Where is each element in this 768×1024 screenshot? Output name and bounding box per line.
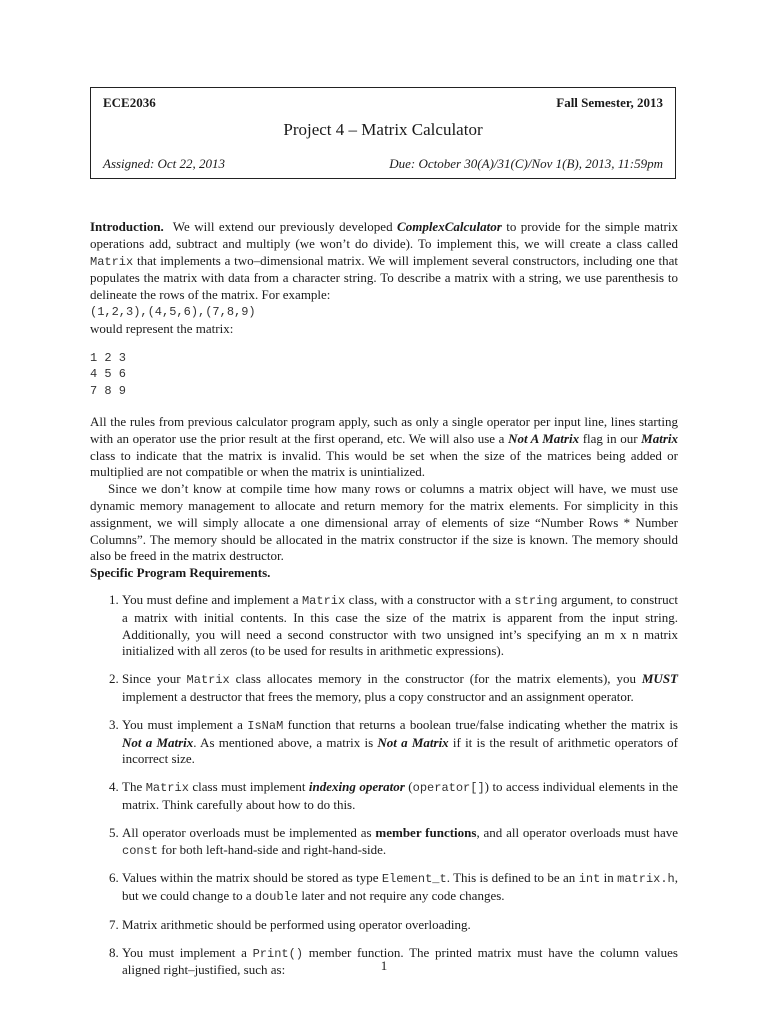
- list-item: 4. The Matrix class must implement indexing operator (operator[]) to access individual elements in the matrix. Think carefully about how to do this.: [122, 779, 678, 814]
- matrix-term: Matrix: [641, 430, 678, 446]
- assigned-date: Assigned: Oct 22, 2013: [103, 156, 226, 171]
- list-item: 6. Values within the matrix should be stored as type Element_t. This is defined to be an int in matrix.h, but we could change to a double later and not require any code changes.: [122, 870, 678, 906]
- intro-heading: Introduction.: [90, 219, 164, 234]
- header-dates-row: [103, 156, 663, 173]
- list-item: 3. You must implement a IsNaM function that returns a boolean true/false indicating whether the matrix is Not a Matrix. As mentioned above, a matrix is Not a Matrix if it is the result of arithmetic operators of incorrect size.: [122, 717, 678, 768]
- matrix-row-1: 1 2 3: [90, 350, 127, 365]
- due-date: Due: October 30(A)/31(C)/Nov 1(B), 2013, 11:59pm: [389, 156, 663, 171]
- example-string: (1,2,3),(4,5,6),(7,8,9): [90, 304, 256, 319]
- represent-text: would represent the matrix:: [90, 320, 234, 336]
- list-item: 2. Since your Matrix class allocates memory in the constructor (for the matrix elements), you MUST implement a destructor that frees the memory, plus a copy constructor and an assignment operator.: [122, 671, 678, 706]
- list-item: 7. Matrix arithmetic should be performed using operator overloading.: [122, 917, 678, 934]
- project-title: Project 4 – Matrix Calculator: [283, 120, 483, 139]
- semester: Fall Semester, 2013: [556, 95, 663, 110]
- course-code: ECE2036: [103, 95, 156, 110]
- header-top-row: [103, 95, 663, 112]
- memory-paragraph: Since we don’t know at compile time how many rows or columns a matrix object will have, we must use dynamic memory management to allocate and return memory for the matrix elements. For simplicity in this assignment, we will simply allocate a one dimensional array of elements of size “Number Rows * Number Columns”. The memory should be allocated in the matrix constructor if the size is known. The memory should also be freed in the matrix destructor.: [90, 481, 678, 564]
- document-body: [90, 219, 678, 990]
- list-item: 1. You must define and implement a Matrix class, with a constructor with a string argument, to construct a matrix with initial contents. In this case the size of the matrix is apparent from the input string. Additionally, you will need a second constructor with two unsigned int’s specifying an m x n matrix initialized with all zeros (to be used for results in arithmetic expressions).: [122, 592, 678, 660]
- header-box: [90, 87, 676, 179]
- requirements-heading: Specific Program Requirements.: [90, 565, 271, 581]
- list-item: 5. All operator overloads must be implemented as member functions, and all operator overloads must have const for both left-hand-side and right-hand-side.: [122, 825, 678, 860]
- code-matrix: Matrix: [90, 254, 134, 269]
- requirements-list: [90, 592, 678, 979]
- rules-paragraph: All the rules from previous calculator program apply, such as only a single operator per input line, lines starting with an operator use the prior result at the first operand, etc. We will also use a Not A Matrix flag in our Matrix class to indicate that the matrix is invalid. This would be set when the size of the matrices being added or multiplied are not compatible or when the matrix is unintialized.: [90, 413, 678, 480]
- matrix-row-3: 7 8 9: [90, 384, 127, 399]
- not-a-matrix-term: Not A Matrix: [508, 430, 580, 446]
- matrix-row-2: 4 5 6: [90, 367, 127, 382]
- list-item: 8. You must implement a Print() member function. The printed matrix must have the column values aligned right–justified, such as:: [122, 945, 678, 980]
- intro-paragraph: Introduction. We will extend our previously developed ComplexCalculator to provide for the simple matrix operations add, subtract and multiply (we won’t do divide). To implement this, we will create a class called Matrix that implements a two–dimensional matrix. We will implement several constructors, including one that populates the matrix with data from a character string. To describe a matrix with a string, we use parenthesis to delineate the rows of the matrix. For example:: [90, 219, 679, 303]
- page-number: 1: [380, 958, 388, 973]
- complex-calculator-name: ComplexCalculator: [397, 219, 502, 234]
